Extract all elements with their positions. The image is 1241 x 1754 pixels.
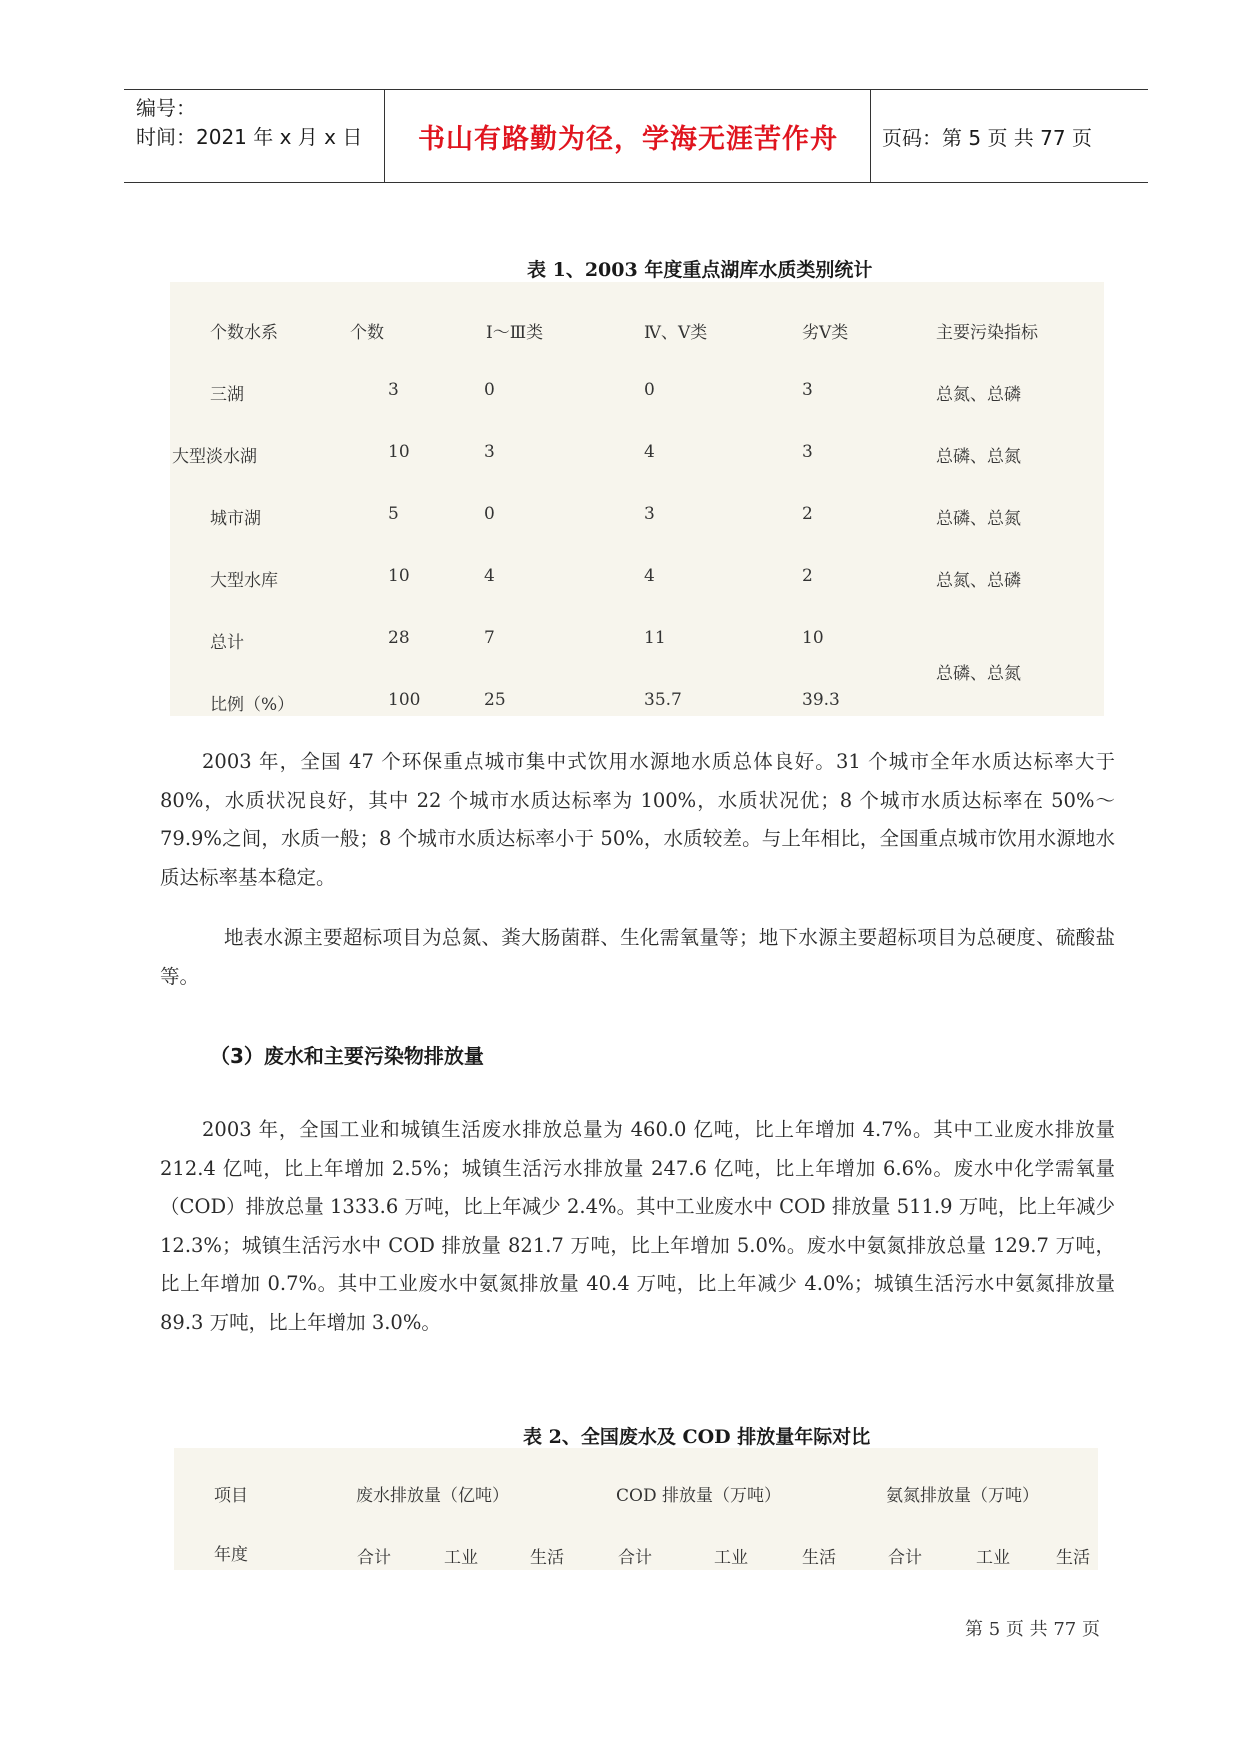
header-page-number: 页码：第 5 页 共 77 页 (882, 125, 1092, 150)
table1-title: 表 1、2003 年度重点湖库水质类别统计 (527, 259, 873, 281)
table2-title: 表 2、全国废水及 COD 排放量年际对比 (523, 1426, 871, 1448)
table1-cell: 39.3 (802, 690, 840, 710)
table1-cell: 3 (484, 442, 495, 462)
table1-cell: 10 (802, 628, 824, 648)
table2-subheader: 工业 (976, 1548, 1010, 1568)
table1-cell: 大型淡水湖 (172, 447, 257, 467)
table1-cell: 总磷、总氮 (936, 447, 1021, 467)
section-subheading: （3）废水和主要污染物排放量 (210, 1044, 484, 1068)
header-divider (870, 90, 871, 182)
table2-subheader: 工业 (714, 1548, 748, 1568)
table1-cell: 100 (388, 690, 421, 710)
table1-cell: 4 (644, 442, 655, 462)
table2-subheader: 生活 (1056, 1548, 1090, 1568)
table1-cell: 3 (802, 380, 813, 400)
table1-cell: 10 (388, 442, 410, 462)
table1-cell: 25 (484, 690, 506, 710)
table1-cell: 总氮、总磷 (936, 571, 1021, 591)
table1-cell: 35.7 (644, 690, 682, 710)
table2-subheader: 合计 (618, 1548, 652, 1568)
table1 (170, 282, 1104, 716)
table1-cell: 比例（%） (210, 695, 295, 715)
table1-cell: 总磷、总氮 (936, 509, 1021, 529)
table1-header: 个数水系 (210, 323, 278, 343)
table1-header: 劣Ⅴ类 (802, 323, 849, 343)
table1-cell: 4 (644, 566, 655, 586)
table1-cell: 0 (644, 380, 655, 400)
table1-cell: 0 (484, 504, 495, 524)
paragraph-wastewater: 2003 年，全国工业和城镇生活废水排放总量为 460.0 亿吨，比上年增加 4.7%。其中工业废水排放量 212.4 亿吨，比上年增加 2.5%；城镇生活污水排放量 247.6 亿吨，比上年增加 6.6%。废水中化学需氧量（COD）排放总量 1333.6 万吨，比上年减少 2.4%。其中工业废水中 COD 排放量 511.9 万吨，比上年减少 12.3%；城镇生活污水中 COD 排放量 821.7 万吨，比上年增加 5.0%。废水中氨氮排放总量 129.7 万吨，比上年增加 0.7%。其中工业废水中氨氮排放量 40.4 万吨，比上年减少 4.0%；城镇生活污水中氨氮排放量 89.3 万吨，比上年增加 3.0%。 (160, 1118, 1115, 1334)
table2-subheader: 生活 (802, 1548, 836, 1568)
table1-cell: 3 (802, 442, 813, 462)
header-meta (136, 90, 384, 186)
table1-header: Ⅰ～Ⅲ类 (486, 323, 544, 343)
table1-cell: 总计 (210, 633, 244, 653)
table1-cell: 28 (388, 628, 410, 648)
paragraph-exceed-items: 地表水源主要超标项目为总氮、粪大肠菌群、生化需氧量等；地下水源主要超标项目为总硬度、硫酸盐等。 (160, 926, 1115, 988)
table1-cell: 2 (802, 566, 813, 586)
table1-cell: 4 (484, 566, 495, 586)
table1-header: 主要污染指标 (936, 323, 1038, 343)
table1-cell: 3 (644, 504, 655, 524)
document-time-label: 时间：2021 年 x 月 x 日 (136, 125, 363, 149)
table2 (174, 1448, 1098, 1570)
table1-cell: 3 (388, 380, 399, 400)
document-number-label: 编号： (136, 96, 196, 120)
table1-cell: 11 (644, 628, 666, 648)
table1-cell: 0 (484, 380, 495, 400)
table2-subheader: 合计 (357, 1548, 391, 1568)
table1-header: Ⅳ、Ⅴ类 (644, 323, 708, 343)
table1-cell: 大型水库 (210, 571, 278, 591)
header-divider (384, 90, 385, 182)
table2-subheader: 合计 (888, 1548, 922, 1568)
table2-subheader: 年度 (214, 1545, 248, 1565)
table1-cell: 7 (484, 628, 495, 648)
table1-cell: 城市湖 (210, 509, 261, 529)
page-header (124, 89, 1148, 183)
paragraph-water-source: 2003 年，全国 47 个环保重点城市集中式饮用水源地水质总体良好。31 个城市全年水质达标率大于 80%，水质状况良好，其中 22 个城市水质达标率为 100%，水质状况优；8 个城市水质达标率在 50%～79.9%之间，水质一般；8 个城市水质达标率小于 50%，水质较差。与上年相比，全国重点城市饮用水源地水质达标率基本稳定。 (160, 750, 1115, 889)
table1-header: 个数 (350, 323, 384, 343)
table1-cell: 2 (802, 504, 813, 524)
table1-cell: 10 (388, 566, 410, 586)
header-motto: 书山有路勤为径，学海无涯苦作舟 (418, 123, 838, 155)
table2-header: 废水排放量（亿吨） (356, 1486, 509, 1506)
table2-header: COD 排放量（万吨） (616, 1486, 781, 1506)
table1-cell: 5 (388, 504, 399, 524)
table2-subheader: 生活 (530, 1548, 564, 1568)
table2-header: 项目 (214, 1486, 248, 1506)
table1-cell: 总氮、总磷 (936, 385, 1021, 405)
table2-header: 氨氮排放量（万吨） (886, 1486, 1039, 1506)
table1-cell: 三湖 (210, 385, 244, 405)
page-footer: 第 5 页 共 77 页 (965, 1619, 1100, 1640)
table2-subheader: 工业 (444, 1548, 478, 1568)
table1-cell-merged: 总磷、总氮 (936, 664, 1021, 684)
